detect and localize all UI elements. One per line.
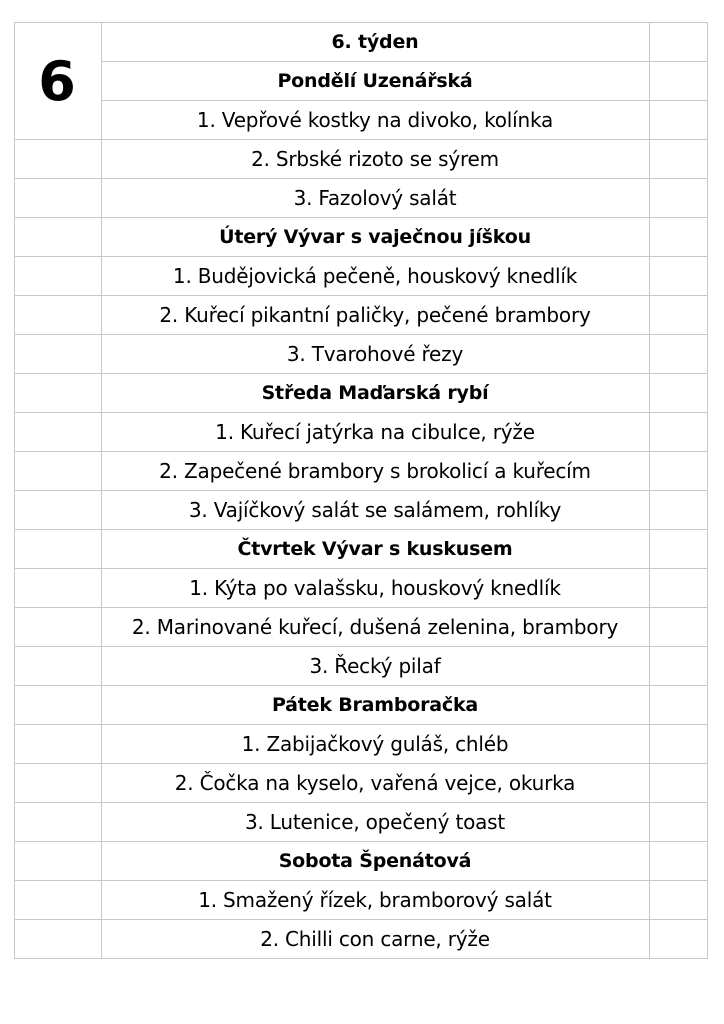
grid-line <box>14 568 708 569</box>
menu-item: 2. Srbské rizoto se sýrem <box>251 146 499 171</box>
grid-line <box>14 22 708 23</box>
menu-item: 1. Kuřecí jatýrka na cibulce, rýže <box>215 419 535 444</box>
menu-item: 3. Tvarohové řezy <box>286 341 464 366</box>
grid-line <box>14 646 708 647</box>
menu-heading: Čtvrtek Vývar s kuskusem <box>237 537 513 560</box>
grid-line <box>14 178 708 179</box>
grid-line <box>14 880 708 881</box>
menu-heading: 6. týden <box>331 30 419 53</box>
grid-line <box>14 217 708 218</box>
grid-line <box>14 451 708 452</box>
menu-item: 3. Lutenice, opečený toast <box>244 809 506 834</box>
menu-heading: Středa Maďarská rybí <box>261 381 489 404</box>
grid-line <box>707 22 708 959</box>
menu-item: 2. Zapečené brambory s brokolicí a kuřecím <box>159 458 591 483</box>
grid-line <box>14 334 708 335</box>
grid-line <box>14 373 708 374</box>
grid-line <box>101 100 708 101</box>
menu-heading: Sobota Špenátová <box>278 849 472 872</box>
week-number: 6 <box>38 49 76 113</box>
menu-item: 1. Kýta po valašsku, houskový knedlík <box>189 575 561 600</box>
menu-item: 1. Budějovická pečeně, houskový knedlík <box>172 263 578 288</box>
grid-line <box>649 22 650 959</box>
menu-item: 1. Zabijačkový guláš, chléb <box>241 731 509 756</box>
menu-item: 1. Vepřové kostky na divoko, kolínka <box>196 107 554 132</box>
menu-item: 2. Marinované kuřecí, dušená zelenina, brambory <box>131 614 619 639</box>
grid-line <box>14 841 708 842</box>
menu-item: 3. Řecký pilaf <box>309 653 441 678</box>
grid-line <box>14 724 708 725</box>
grid-line <box>14 295 708 296</box>
grid-line <box>14 685 708 686</box>
menu-heading: Úterý Vývar s vaječnou jíškou <box>219 225 531 248</box>
grid-line <box>14 919 708 920</box>
menu-item: 2. Čočka na kyselo, vařená vejce, okurka <box>174 770 576 795</box>
menu-heading: Pátek Bramboračka <box>271 693 479 716</box>
menu-item: 2. Chilli con carne, rýže <box>260 926 490 951</box>
grid-line <box>14 256 708 257</box>
menu-item: 2. Kuřecí pikantní paličky, pečené brambory <box>159 302 591 327</box>
grid-line <box>14 802 708 803</box>
grid-line <box>14 958 708 959</box>
menu-table <box>14 22 708 957</box>
grid-line <box>14 490 708 491</box>
grid-line <box>101 22 102 959</box>
menu-item: 3. Vajíčkový salát se salámem, rohlíky <box>188 497 562 522</box>
grid-line <box>14 607 708 608</box>
menu-item: 3. Fazolový salát <box>293 185 457 210</box>
grid-line <box>14 22 15 959</box>
grid-line <box>14 139 708 140</box>
grid-line <box>14 763 708 764</box>
grid-line <box>14 412 708 413</box>
grid-line <box>14 529 708 530</box>
menu-item: 1. Smažený řízek, bramborový salát <box>198 887 552 912</box>
grid-line <box>101 61 708 62</box>
menu-heading: Pondělí Uzenářská <box>277 69 473 92</box>
